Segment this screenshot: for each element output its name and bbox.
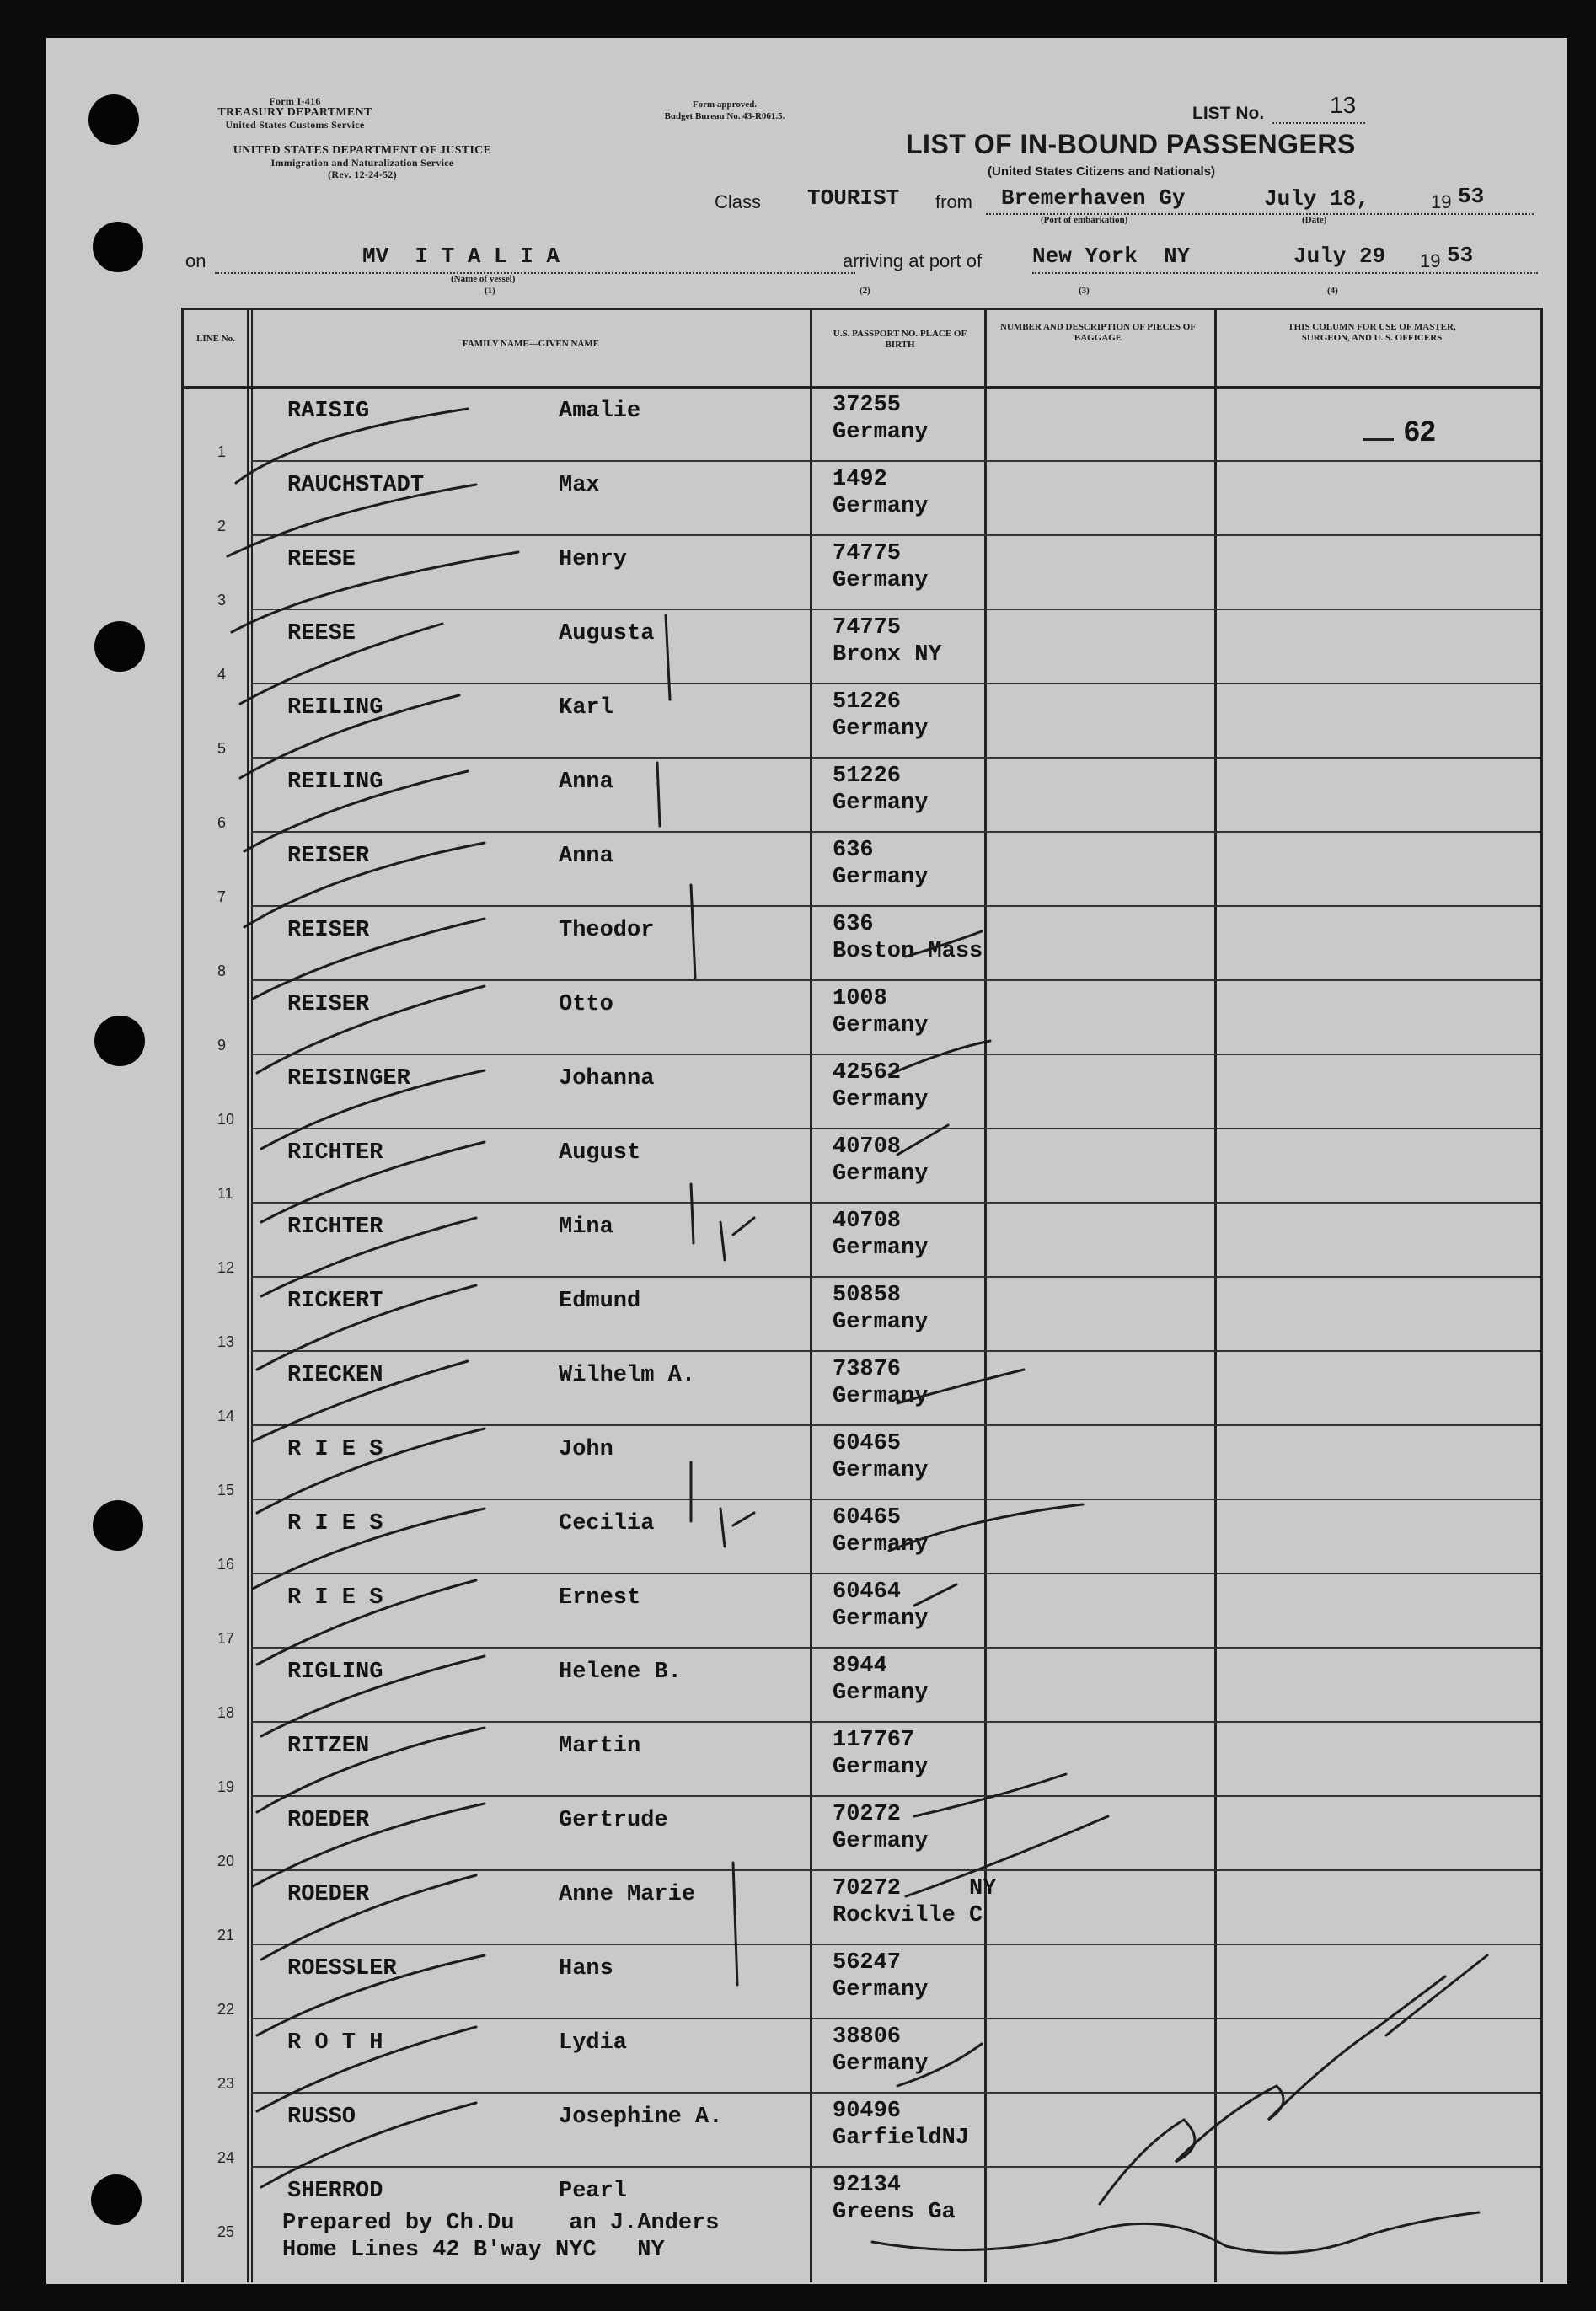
date-caption: (Date) xyxy=(1302,215,1327,225)
passport-number: 51226 xyxy=(833,764,902,789)
place-of-birth: Germany xyxy=(833,568,929,593)
place-of-birth: Germany xyxy=(833,791,929,816)
arrival-port: New York NY xyxy=(1032,244,1191,269)
place-of-birth: Germany xyxy=(833,1458,929,1483)
passport-number: 50858 xyxy=(833,1283,902,1308)
col-header-name: FAMILY NAME—GIVEN NAME xyxy=(462,339,600,349)
punch-hole xyxy=(94,621,145,672)
row-divider xyxy=(251,2092,1540,2094)
caption-1: (1) xyxy=(485,286,495,296)
passport-number: 37255 xyxy=(833,393,902,418)
family-name: REISER xyxy=(287,918,370,943)
arriving-label: arriving at port of xyxy=(843,250,983,271)
given-name: Ernest xyxy=(559,1585,641,1611)
given-name: Anna xyxy=(559,844,613,869)
on-label: on xyxy=(185,250,206,271)
row-divider xyxy=(251,1202,1540,1204)
row-divider xyxy=(251,905,1540,907)
place-of-birth: Germany xyxy=(833,716,929,742)
given-name: Lydia xyxy=(559,2030,628,2056)
family-name: REESE xyxy=(287,621,356,646)
passport-number: 42562 xyxy=(833,1060,902,1086)
row-divider xyxy=(251,534,1540,536)
row-divider xyxy=(251,1721,1540,1723)
place-of-birth: GarfieldNJ xyxy=(833,2126,970,2151)
passport-number: 40708 xyxy=(833,1134,902,1160)
passport-number: 73876 xyxy=(833,1357,902,1382)
place-of-birth: Germany xyxy=(833,1310,929,1335)
from-label: from xyxy=(935,191,972,212)
family-name: RUSSO xyxy=(287,2105,356,2130)
ins-service: Immigration and Naturalization Service xyxy=(270,157,454,169)
place-of-birth: Germany xyxy=(833,1681,929,1706)
family-name: RIGLING xyxy=(287,1660,383,1685)
place-of-birth: Germany xyxy=(833,1606,929,1632)
given-name: Cecilia xyxy=(559,1511,655,1536)
row-divider xyxy=(251,1944,1540,1945)
line-number: 12 xyxy=(217,1259,235,1276)
line-number: 21 xyxy=(217,1927,235,1944)
prepared-by: Prepared by Ch.Du an J.Anders xyxy=(282,2211,720,2236)
embarkation-year: 53 xyxy=(1458,184,1485,209)
justice-block xyxy=(181,145,544,180)
family-name: RAISIG xyxy=(287,399,370,424)
line-number: 2 xyxy=(217,517,227,534)
punch-hole xyxy=(94,1016,145,1066)
passport-number: 56247 xyxy=(833,1950,902,1976)
family-name: SHERROD xyxy=(287,2179,383,2204)
port-of-embarkation: Bremerhaven Gy xyxy=(1001,185,1186,211)
passport-number: 74775 xyxy=(833,541,902,566)
place-of-birth: Bronx NY xyxy=(833,642,942,668)
row-divider xyxy=(251,2166,1540,2168)
line-number: 25 xyxy=(217,2223,235,2240)
passport-number: 92134 xyxy=(833,2173,902,2198)
line-number: 17 xyxy=(217,1630,235,1647)
given-name: Otto xyxy=(559,992,613,1017)
given-name: Johanna xyxy=(559,1066,655,1091)
place-of-birth: Germany xyxy=(833,1977,929,2003)
passport-number: 70272 NY xyxy=(833,1876,997,1901)
given-name: Augusta xyxy=(559,621,655,646)
given-name: Anne Marie xyxy=(559,1882,696,1907)
passport-number: 60464 xyxy=(833,1579,902,1605)
line-number: 8 xyxy=(217,962,227,979)
passenger-table xyxy=(181,308,1543,2282)
passport-number: 70272 xyxy=(833,1802,902,1827)
row-divider xyxy=(251,979,1540,981)
row-divider xyxy=(251,1499,1540,1500)
line-number: 22 xyxy=(217,2001,235,2018)
row-divider xyxy=(251,2018,1540,2019)
given-name: Edmund xyxy=(559,1289,641,1314)
place-of-birth: Boston Mass xyxy=(833,939,983,964)
passport-number: 90496 xyxy=(833,2099,902,2124)
list-number: 13 xyxy=(1330,92,1357,118)
line-number: 9 xyxy=(217,1037,227,1054)
place-of-birth: Germany xyxy=(833,1755,929,1780)
place-of-birth: Germany xyxy=(833,1236,929,1261)
punch-hole xyxy=(91,2174,142,2225)
line-number: 16 xyxy=(217,1556,235,1573)
row-divider xyxy=(251,1647,1540,1649)
punch-hole xyxy=(88,94,139,145)
line-number: 20 xyxy=(217,1853,235,1869)
row-divider xyxy=(251,609,1540,610)
row-divider xyxy=(251,1795,1540,1797)
shipping-agent: Home Lines 42 B'way NYC NY xyxy=(282,2238,665,2263)
passport-number: 60465 xyxy=(833,1505,902,1531)
place-of-birth: Germany xyxy=(833,2051,929,2077)
given-name: Josephine A. xyxy=(559,2105,723,2130)
line-number: 1 xyxy=(217,443,227,460)
row-divider xyxy=(251,1869,1540,1871)
given-name: Pearl xyxy=(559,2179,628,2204)
justice-dept: UNITED STATES DEPARTMENT OF JUSTICE xyxy=(233,144,492,157)
given-name: Gertrude xyxy=(559,1808,668,1833)
given-name: Helene B. xyxy=(559,1660,682,1685)
family-name: REISINGER xyxy=(287,1066,410,1091)
form-number: Form I-416 xyxy=(269,95,321,107)
vessel-caption: (Name of vessel) xyxy=(451,274,516,284)
given-name: Hans xyxy=(559,1956,613,1981)
officer-dash xyxy=(1363,438,1394,441)
row-divider xyxy=(251,831,1540,833)
place-of-birth: Germany xyxy=(833,420,929,445)
line-number: 14 xyxy=(217,1408,235,1424)
arrival-year-prefix: 19 xyxy=(1420,250,1441,271)
passport-number: 40708 xyxy=(833,1209,902,1234)
place-of-birth: Germany xyxy=(833,494,929,519)
caption-3: (3) xyxy=(1079,286,1090,296)
approval-block xyxy=(607,99,843,122)
caption-2: (2) xyxy=(860,286,870,296)
line-number: 7 xyxy=(217,888,227,905)
family-name: RIECKEN xyxy=(287,1363,383,1388)
family-name: R I E S xyxy=(287,1585,383,1611)
passport-number: 38806 xyxy=(833,2024,902,2050)
given-name: Martin xyxy=(559,1734,641,1759)
place-of-birth: Germany xyxy=(833,865,929,890)
family-name: REILING xyxy=(287,695,383,721)
class-label: Class xyxy=(715,191,762,212)
class-value: TOURIST xyxy=(807,185,900,211)
embarkation-date: July 18, xyxy=(1264,186,1369,212)
given-name: Amalie xyxy=(559,399,641,424)
col-header-passport: U.S. PASSPORT NO. PLACE OF BIRTH xyxy=(833,329,967,350)
given-name: Theodor xyxy=(559,918,655,943)
place-of-birth: Germany xyxy=(833,1161,929,1187)
row-divider xyxy=(251,757,1540,759)
col-header-officers: THIS COLUMN FOR USE OF MASTER, SURGEON, AND U. S. OFFICERS xyxy=(1288,322,1456,343)
list-number-label: LIST No. xyxy=(1192,104,1265,123)
port-caption: (Port of embarkation) xyxy=(1041,215,1128,225)
arrival-date: July 29 xyxy=(1293,244,1386,269)
row-divider xyxy=(251,1054,1540,1055)
form-identification xyxy=(156,95,434,131)
family-name: RICHTER xyxy=(287,1214,383,1240)
col-header-line: LINE No. xyxy=(196,334,235,344)
line-number: 3 xyxy=(217,592,227,609)
line-number: 4 xyxy=(217,666,227,683)
family-name: RICKERT xyxy=(287,1289,383,1314)
given-name: Anna xyxy=(559,769,613,795)
given-name: John xyxy=(559,1437,613,1462)
family-name: REISER xyxy=(287,844,370,869)
family-name: ROEDER xyxy=(287,1808,370,1833)
row-divider xyxy=(251,683,1540,684)
punch-hole xyxy=(93,222,143,272)
place-of-birth: Rockville C xyxy=(833,1903,983,1928)
family-name: ROESSLER xyxy=(287,1956,397,1981)
passport-number: 74775 xyxy=(833,615,902,641)
line-number: 5 xyxy=(217,740,227,757)
line-number: 11 xyxy=(217,1185,233,1202)
customs-service: United States Customs Service xyxy=(225,119,365,131)
page-title: LIST OF IN-BOUND PASSENGERS xyxy=(906,129,1356,159)
passport-number: 60465 xyxy=(833,1431,902,1456)
family-name: R I E S xyxy=(287,1437,383,1462)
passport-number: 636 xyxy=(833,912,874,937)
vessel-name: MV I T A L I A xyxy=(362,244,560,269)
family-name: REILING xyxy=(287,769,383,795)
line-number: 19 xyxy=(217,1778,235,1795)
embarkation-year-prefix: 19 xyxy=(1431,191,1452,212)
given-name: Wilhelm A. xyxy=(559,1363,696,1388)
officer-mark: 62 xyxy=(1404,416,1436,448)
family-name: RAUCHSTADT xyxy=(287,473,425,498)
place-of-birth: Germany xyxy=(833,1829,929,1854)
family-name: RICHTER xyxy=(287,1140,383,1166)
table-header xyxy=(184,310,1540,389)
place-of-birth: Germany xyxy=(833,1384,929,1409)
line-number: 15 xyxy=(217,1482,235,1499)
row-divider xyxy=(251,1424,1540,1426)
passport-number: 117767 xyxy=(833,1728,915,1753)
family-name: R I E S xyxy=(287,1511,383,1536)
passport-number: 636 xyxy=(833,838,874,863)
row-divider xyxy=(251,1573,1540,1574)
punch-hole xyxy=(93,1500,143,1551)
caption-4: (4) xyxy=(1327,286,1338,296)
given-name: August xyxy=(559,1140,641,1166)
place-of-birth: Germany xyxy=(833,1013,929,1038)
given-name: Karl xyxy=(559,695,613,721)
document-sheet xyxy=(46,38,1567,2284)
line-number: 23 xyxy=(217,2075,235,2092)
given-name: Max xyxy=(559,473,600,498)
row-divider xyxy=(251,1350,1540,1352)
passport-number: 1492 xyxy=(833,467,887,492)
form-approved: Form approved. xyxy=(692,99,758,110)
col-header-baggage: NUMBER AND DESCRIPTION OF PIECES OF BAGGAGE xyxy=(999,322,1197,343)
given-name: Mina xyxy=(559,1214,613,1240)
given-name: Henry xyxy=(559,547,628,572)
family-name: R O T H xyxy=(287,2030,383,2056)
arrival-year: 53 xyxy=(1447,243,1474,268)
passport-number: 1008 xyxy=(833,986,887,1011)
family-name: ROEDER xyxy=(287,1882,370,1907)
row-divider xyxy=(251,460,1540,462)
row-divider xyxy=(251,1128,1540,1129)
family-name: REISER xyxy=(287,992,370,1017)
family-name: REESE xyxy=(287,547,356,572)
page-subtitle: (United States Citizens and Nationals) xyxy=(988,164,1216,179)
place-of-birth: Germany xyxy=(833,1087,929,1113)
line-number: 6 xyxy=(217,814,227,831)
family-name: RITZEN xyxy=(287,1734,370,1759)
passport-number: 51226 xyxy=(833,689,902,715)
place-of-birth: Greens Ga xyxy=(833,2200,956,2225)
line-number: 10 xyxy=(217,1111,235,1128)
line-number: 18 xyxy=(217,1704,235,1721)
line-number: 24 xyxy=(217,2149,235,2166)
budget-bureau: Budget Bureau No. 43-R061.5. xyxy=(664,111,785,121)
treasury-dept: TREASURY DEPARTMENT xyxy=(217,106,372,119)
revision-date: (Rev. 12-24-52) xyxy=(328,169,397,180)
row-divider xyxy=(251,1276,1540,1278)
passport-number: 8944 xyxy=(833,1654,887,1679)
place-of-birth: Germany xyxy=(833,1532,929,1558)
line-number: 13 xyxy=(217,1333,235,1350)
